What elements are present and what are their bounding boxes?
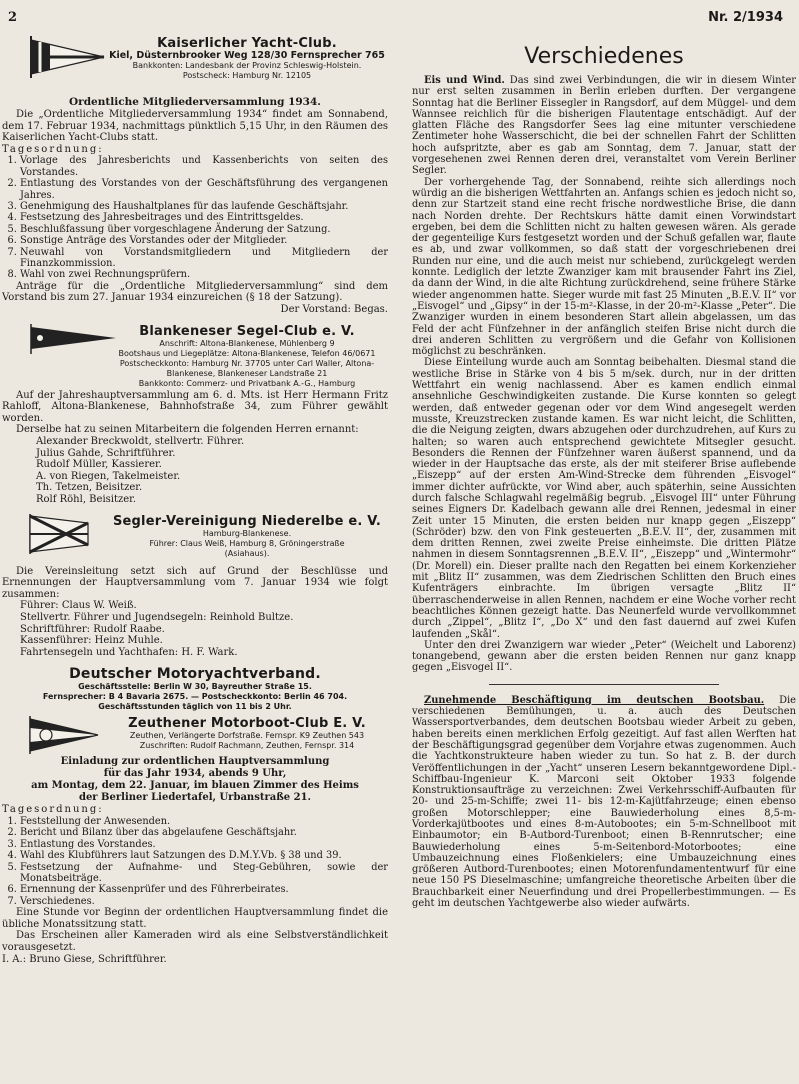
article-bootsbau (412, 695, 796, 910)
dmv-line: Fernsprecher: B 4 Bavaria 2675. — Postscheckkonto: Berlin 46 704. (42, 692, 348, 702)
zmc-invitation (2, 756, 388, 804)
zmc-line: Zuschriften: Rudolf Rachmann, Zeuthen, Fernspr. 314 (139, 741, 355, 751)
issue-number: Nr. 2/1934 (708, 10, 783, 25)
kyc-address: Kiel, Düsternbrooker Weg 128/30 Fernsprecher 765 (109, 50, 385, 61)
zmc-line: Zeuthen, Verlängerte Dorfstraße. Fernspr. K9 Zeuthen 543 (129, 731, 365, 741)
page-number: 2 (8, 10, 18, 25)
svn-role-item: Kassenführer: Heinz Muhle. (20, 635, 163, 647)
zmc-header (2, 716, 388, 756)
kyc-agenda-title: Tagesordnung: (2, 143, 104, 155)
kyc-name: Kaiserlicher Yacht-Club. (157, 36, 337, 51)
bsc-name: Blankeneser Segel-Club e. V. (139, 323, 355, 339)
bsc-header (2, 324, 388, 390)
agenda-item: 6. Sonstige Anträge des Vorstandes oder der Mitglieder. (20, 235, 388, 246)
bsc-name-item: Julius Gahde, Schriftführer. (36, 447, 176, 459)
zmc-info (106, 716, 388, 751)
agenda-item: 7. Verschiedenes. (20, 896, 388, 907)
left-column (2, 36, 388, 1080)
bsc-name-item: A. von Riegen, Takelmeister. (36, 470, 181, 482)
kyc-info (106, 36, 388, 81)
zmc-name: Zeuthener Motorboot-Club E. V. (128, 716, 366, 732)
article-text: Das sind zwei Verbindungen, die wir in diesem Winter nur erst selten zusammen in Berlin erleben durften. Der vergangene Sonntag hat die Berliner Eissegler in Rangsdorf, auf dem Müggel- und dem Wannsee reichlich für die bisherigen Flautentage entschädigt. Auf der glatten Fläche des Rangsdorfer Sees lag eine mitunter verschiedene Zentimeter hohe Wasserschicht, die bei der schnellen Fahrt der Schlitten hoch aufspritzte, aber es gab am Sonntag, dem 7. Januar, statt der vorgesehenen zwei Rennen deren drei, veranstaltet vom Verein Berliner Segler. (412, 75, 796, 177)
svn-role-item: Fahrtensegeln und Yachthafen: H. F. Wark. (20, 646, 238, 658)
agenda-item: 5. Beschlußfassung über vorgeschlagene Änderung der Satzung. (20, 224, 388, 235)
svn-role-item: Schriftführer: Rudolf Raabe. (20, 623, 165, 635)
agenda-item: 2. Bericht und Bilanz über das abgelaufene Geschäftsjahr. (20, 827, 388, 838)
section-title: Verschiedenes (524, 44, 684, 69)
right-column (412, 36, 796, 1080)
article-paragraph: Unter den drei Zwanzigern war wieder „Peter“ (Weichelt und Laborenz) tonangebend, gewann aber die ersten beiden Rennen nur ganz knapp gegen „Eisvogel II“. (412, 639, 796, 674)
bsc-name-item: Th. Tetzen, Beisitzer. (36, 482, 143, 494)
svn-line: Hamburg-Blankenese. (202, 528, 292, 538)
zmc-signature: I. A.: Bruno Giese, Schriftführer. (2, 953, 167, 965)
agenda-item: 3. Entlastung des Vorstandes. (20, 839, 388, 850)
article-paragraph: Der vorhergehende Tag, der Sonnabend, reihte sich allerdings noch würdig an die bisherigen Wettfahrten an. Anfangs schien es jedoch nicht so, denn zur Startzeit stand eine recht frische nordwestliche Brise, die dann nach Norden drehte. Der Rechtskurs hätte damit einen Vorwindstart ergeben, bei dem die Schlitten nicht zu halten gewesen wären. Als gerade der gegenteilige Kurs festgesetzt worden und der Schuß gefallen war, flaute es ab, und zwar vollkommen, so daß statt der vorgeschriebenen drei Runden nur eine, und die auch meist nur schiebend, zurückgelegt werden konnte. Lediglich der letzte Zwanziger kam mit brausender Fahrt ins Ziel, da dann der Wind, in die alte Richtung zurückdrehend, seine frühere Stärke wieder angenommen hatte. Sieger wurde mit fast 25 Minuten „B.E.V. II“ vor „Eisvogel“ und „Gipsy“ in der 15-m²-Klasse, in der 20-m²-Klasse „Peter“. Die Zwanziger wurden in einem besonderen Start allein abgelassen, um das Feld der acht Fünfzehner in der anfänglich steifen Brise nicht durch die drei anderen Schlitten zu vergrößern und die Gefahr von Kollisionen möglichst zu beschränken. (412, 176, 796, 358)
kyc-signature: Der Vorstand: Begas. (280, 304, 388, 316)
bsc-para2: Derselbe hat zu seinen Mitarbeitern die folgenden Herren ernannt: (16, 424, 359, 436)
agenda-item: 7. Neuwahl von Vorstandsmitgliedern und Mitgliedern der Finanzkommission. (20, 247, 388, 270)
zmc-invite-line: am Montag, dem 22. Januar, im blauen Zimmer des Heims (31, 780, 359, 792)
zmc-invite-line: für das Jahr 1934, abends 9 Uhr, (103, 768, 287, 780)
bsc-name-item: Rolf Röhl, Beisitzer. (36, 493, 137, 505)
dmv-block (2, 666, 388, 712)
zmc-closing1: Eine Stunde vor Beginn der ordentlichen Hauptversammlung findet die übliche Monatssitzung statt. (2, 907, 388, 930)
bsc-line: Bankkonto: Commerz- und Privatbank A.-G., Hamburg (138, 378, 356, 388)
agenda-item: 4. Festsetzung des Jahresbeitrages und des Eintrittsgeldes. (20, 212, 388, 223)
agenda-item: 1. Feststellung der Anwesenden. (20, 816, 388, 827)
svn-name: Segler-Vereinigung Niederelbe e. V. (112, 513, 382, 529)
agenda-item: 1. Vorlage des Jahresberichts und Kassenberichts von seiten des Vorstandes. (20, 155, 388, 178)
svn-roles (2, 600, 388, 658)
agenda-item: 2. Entlastung des Vorstandes von der Geschäftsführung des vergangenen Jahres. (20, 178, 388, 201)
agenda-item: 4. Wahl des Klubführers laut Satzungen des D.M.Y.Vb. § 38 und 39. (20, 850, 388, 861)
article-heading: Zunehmende Beschäftigung im deutschen Bootsbau. (424, 694, 765, 706)
zmc-invite-line: der Berliner Liedertafel, Urbanstraße 21. (78, 792, 312, 804)
agenda-item: 3. Genehmigung des Haushaltplanes für das laufende Geschäftsjahr. (20, 201, 388, 212)
agenda-item: 6. Ernennung der Kassenprüfer und des Führerbeirates. (20, 884, 388, 895)
bsc-names (2, 436, 388, 506)
bsc-info (106, 324, 388, 389)
article-text: Die verschiedenen Bemühungen, u. a. auch des Deutschen Wassersportverbandes, dem deutschen Bootsbau wieder Arbeit zu geben, haben bereits einen merklichen Erfolg gezeitigt. Auf fast allen Werften hat der Beschäftigungsgrad gegenüber dem Vorjahre etwas zugenommen. Auch die Yachtkonstrukteure haben wieder zu tun. So hat z. B. der durch Veröffentlichungen in der „Yacht“ unseren Lesern bekanntgewordene Dipl.-Schiffbau-Ingenieur K. Marconi seit Oktober 1933 folgende Konstruktionsaufträge zu verzeichnen: Zwei Verkehrsschiff-Aufbauten für 20- und 25-m-Schiffe; zwei 11- bis 12-m-Kajütfahrzeuge; einen ebenso großen Motorschlepper; eine Bauwiederholung eines 8,5-m-Vorderkajütbootes und eines 8-m-Autobootes; ein 5-m-Schnellboot mit Einbaumotor; ein B-Autbord-Turenboot; einen B-Rennrutscher; eine Bauwiederholung eines 5-m-Seitenbord-Motorbootes; eine Umbauzeichnung eines Floßenkielers; eine Umbauzeichnung eines größeren Autbord-Turenbootes; einen Motorenfundamententwurf für eine neue 150 PS Dieselmaschine; umfangreiche theoretische Arbeiten über die Brauchbarkeit einer Neuerfindung und drei Propellerbestimmungen. — Es geht im deutschen Yachtgewerbe also wieder aufwärts. (412, 694, 796, 910)
kyc-closing: Anträge für die „Ordentliche Mitgliederversammlung“ sind dem Vorstand bis zum 27. Januar 1934 einzureichen (§ 18 der Satzung). (2, 280, 388, 304)
svn-line: Führer: Claus Weiß, Hamburg 8, Gröningerstraße (149, 538, 345, 548)
kyc-bank: Bankkonten: Landesbank der Provinz Schleswig-Holstein. (132, 61, 362, 70)
article-eis-und-wind (412, 75, 796, 177)
svn-flag-icon (28, 514, 90, 554)
kyc-pennant-icon (28, 36, 106, 78)
svn-para: Die Vereinsleitung setzt sich auf Grund der Beschlüsse und Ernennungen der Hauptversammlung vom 7. Januar 1934 wie folgt zusammen: (2, 565, 388, 600)
dmv-line: Geschäftsstelle: Berlin W 30, Bayreuther Straße 15. (78, 682, 312, 692)
svn-role-item: Stellvertr. Führer und Jugendsegeln: Reinhold Bultze. (20, 611, 294, 623)
bsc-pennant-icon (28, 324, 118, 354)
zmc-invite-line: Einladung zur ordentlichen Hauptversammlung (60, 756, 330, 768)
kyc-postscheck: Postscheck: Hamburg Nr. 12105 (182, 71, 312, 80)
svn-header (2, 514, 388, 566)
bsc-name-item: Rudolf Müller, Kassierer. (36, 459, 162, 471)
bsc-line: Anschrift: Altona-Blankenese, Mühlenberg 9 (159, 338, 335, 348)
svn-line: (Asiahaus). (224, 548, 270, 558)
agenda-item: 5. Festsetzung der Aufnahme- und Steg-Gebühren, sowie der Monatsbeiträge. (20, 862, 388, 885)
svn-info (106, 514, 388, 559)
article-paragraph: Diese Einteilung wurde auch am Sonntag beibehalten. Diesmal stand die westliche Brise in Stärke von 4 bis 5 m/sek. durch, nur in der dritten Wettfahrt ein wenig nachlassend. Aber es kamen endlich einmal ansehnliche Geschwindigkeiten zustande. Die Kurse konnten so gelegt werden, daß entweder gegenan oder vor dem Wind angesegelt werden musste, Kreuzstrecken zustande kamen. Es war nicht leicht, die Schlitten, die die Neigung zeigten, dwars abzugehen oder durchzudrehen, auf Kurs zu halten; so waren auch entsprechend gewichtete Mitsegler gesucht. Besonders die Rennen der Fünfzehner waren äußerst spannend, und da wieder in der Hauptsache das erste, als der mit steiferer Brise auflebende „Eiszepp“ auf der ersten Am-Wind-Strecke dem führenden „Eisvogel“ immer dichter aufrückte, vor Wind aber, auch späterhin, seine Aussichten durch falsche Schlagwahl regelmäßig begrub. „Eisvogel III“ unter Führung seines Eigners Dr. Kadelbach gewann alle drei Rennen, jedesmal in einer Zeit unter 15 Minuten, die ersten beiden nur knapp gegen „Eiszepp“ (Schröder) bzw. den von Fink gesteuerten „B.E.V. II“, der, zusammen mit dem dritten Rennen, zwei zweite Preise einheimste. Die dritten Plätze nahmen in diesem Sonntagsrennen „B.E.V. II“, „Eiszepp“ und „Wintermohr“ (Dr. Morell) ein. Dieser prallte nach den Regatten bei einem Korkenzieher mit „Blitz II“ zusammen, was dem Ziedrischen Schlitten den Bruch eines Kufenträgers einbrachte. Im übrigen versagte „Blitz II“ überraschenderweise in allen Rennen, nachdem er eine Woche vorher recht beachtliches Können gezeigt hatte. Das Neunerfeld wurde vervollkommnet durch „Zippel“, „Blitz I“, „Do X“ und den fast dauernd auf zwei Kufen laufenden „Skål“. (412, 357, 796, 640)
zmc-pennant-icon (28, 716, 100, 754)
zmc-agenda-title: Tagesordnung: (2, 804, 104, 816)
zmc-closing2: Das Erscheinen aller Kameraden wird als eine Selbstverständlichkeit vorausgesetzt. (2, 930, 388, 953)
bsc-line: Bootshaus und Liegeplätze: Altona-Blankenese, Telefon 46/0671 (118, 348, 376, 358)
bsc-para1: Auf der Jahreshauptversammlung am 6. d. Mts. ist Herr Hermann Fritz Rahloff, Altona-Blankenese, Bahnhofstraße 34, zum Führer gewählt worden. (2, 389, 388, 424)
svn-role-item: Führer: Claus W. Weiß. (20, 600, 137, 612)
kyc-intro: Die „Ordentliche Mitgliederversammlung 1934“ findet am Sonnabend, dem 17. Februar 1934, nachmittags pünktlich 5,15 Uhr, in den Räumen des Kaiserlichen Yacht-Clubs statt. (2, 109, 388, 144)
agenda-item: 8. Wahl von zwei Rechnungsprüfern. (20, 269, 388, 280)
zmc-agenda (2, 816, 388, 907)
bsc-line: Blankenese, Blankeneser Landstraße 21 (166, 368, 328, 378)
article-divider (489, 684, 719, 685)
kyc-agenda (2, 155, 388, 280)
kyc-meeting-title: Ordentliche Mitgliederversammlung 1934. (69, 96, 321, 108)
dmv-line: Geschäftsstunden täglich von 11 bis 2 Uhr. (98, 702, 292, 712)
bsc-name-item: Alexander Breckwoldt, stellvertr. Führer. (36, 436, 245, 447)
bsc-line: Postscheckkonto: Hamburg Nr. 37705 unter Carl Waller, Altona- (119, 358, 375, 368)
dmv-name: Deutscher Motoryachtverband. (69, 666, 321, 683)
article-heading: Eis und Wind. (424, 75, 505, 86)
kyc-header (2, 36, 388, 94)
